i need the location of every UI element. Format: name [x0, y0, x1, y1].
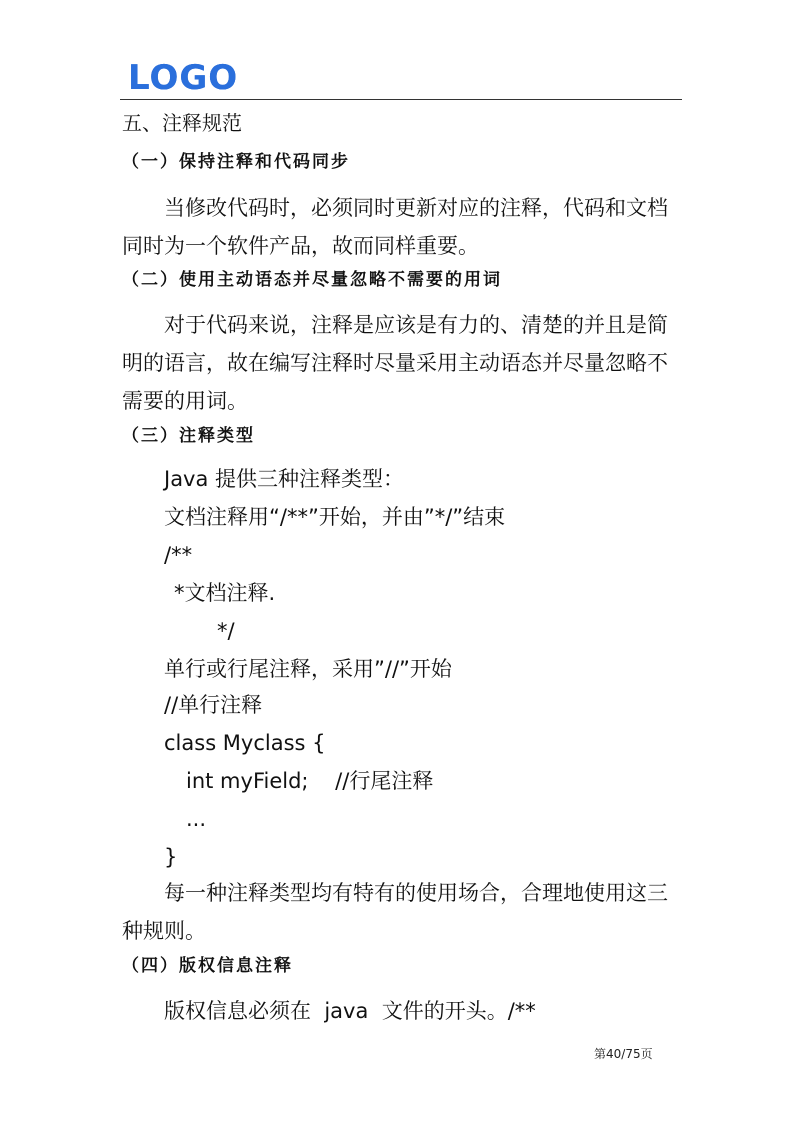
doc-comment-desc: 文档注释用“/**”开始，并由”*/”结束: [164, 505, 506, 529]
subsection-3-title: （三）注释类型: [122, 426, 255, 446]
code-line-doc-open: /**: [164, 543, 193, 567]
section-title: 五、注释规范: [122, 111, 242, 135]
logo: LOGO: [128, 58, 239, 98]
page-number: 第40/75页: [594, 1047, 653, 1061]
subsection-1-line-2: 同时为一个软件产品，故而同样重要。: [122, 234, 479, 258]
subsection-1-line-1: 当修改代码时，必须同时更新对应的注释，代码和文档: [164, 196, 668, 220]
line-comment-desc: 单行或行尾注释，采用”//”开始: [164, 657, 452, 681]
subsection-1-title: （一）保持注释和代码同步: [122, 152, 350, 172]
code-line-field: int myField; //行尾注释: [186, 769, 434, 793]
code-line-single-comment: //单行注释: [164, 693, 263, 717]
subsection-2-line-1: 对于代码来说，注释是应该是有力的、清楚的并且是简: [164, 313, 668, 337]
subsection-4-title: （四）版权信息注释: [122, 956, 293, 976]
comment-types-intro: Java 提供三种注释类型：: [164, 467, 405, 491]
subsection-2-title: （二）使用主动语态并尽量忽略不需要的用词: [122, 270, 502, 290]
code-line-class-open: class Myclass {: [164, 731, 326, 755]
code-line-doc-close: */: [217, 619, 235, 643]
code-line-doc-body: *文档注释.: [174, 581, 276, 605]
subsection-2-line-2: 明的语言，故在编写注释时尽量采用主动语态并尽量忽略不: [122, 351, 668, 375]
subsection-3-line-2: 种规则。: [122, 919, 206, 943]
code-line-ellipsis: ...: [186, 807, 207, 831]
subsection-3-line-1: 每一种注释类型均有特有的使用场合，合理地使用这三: [164, 881, 668, 905]
code-line-class-close: }: [164, 845, 178, 869]
subsection-4-line-1: 版权信息必须在 java 文件的开头。/**: [164, 999, 536, 1023]
header-rule: [120, 99, 682, 100]
subsection-2-line-3: 需要的用词。: [122, 389, 248, 413]
